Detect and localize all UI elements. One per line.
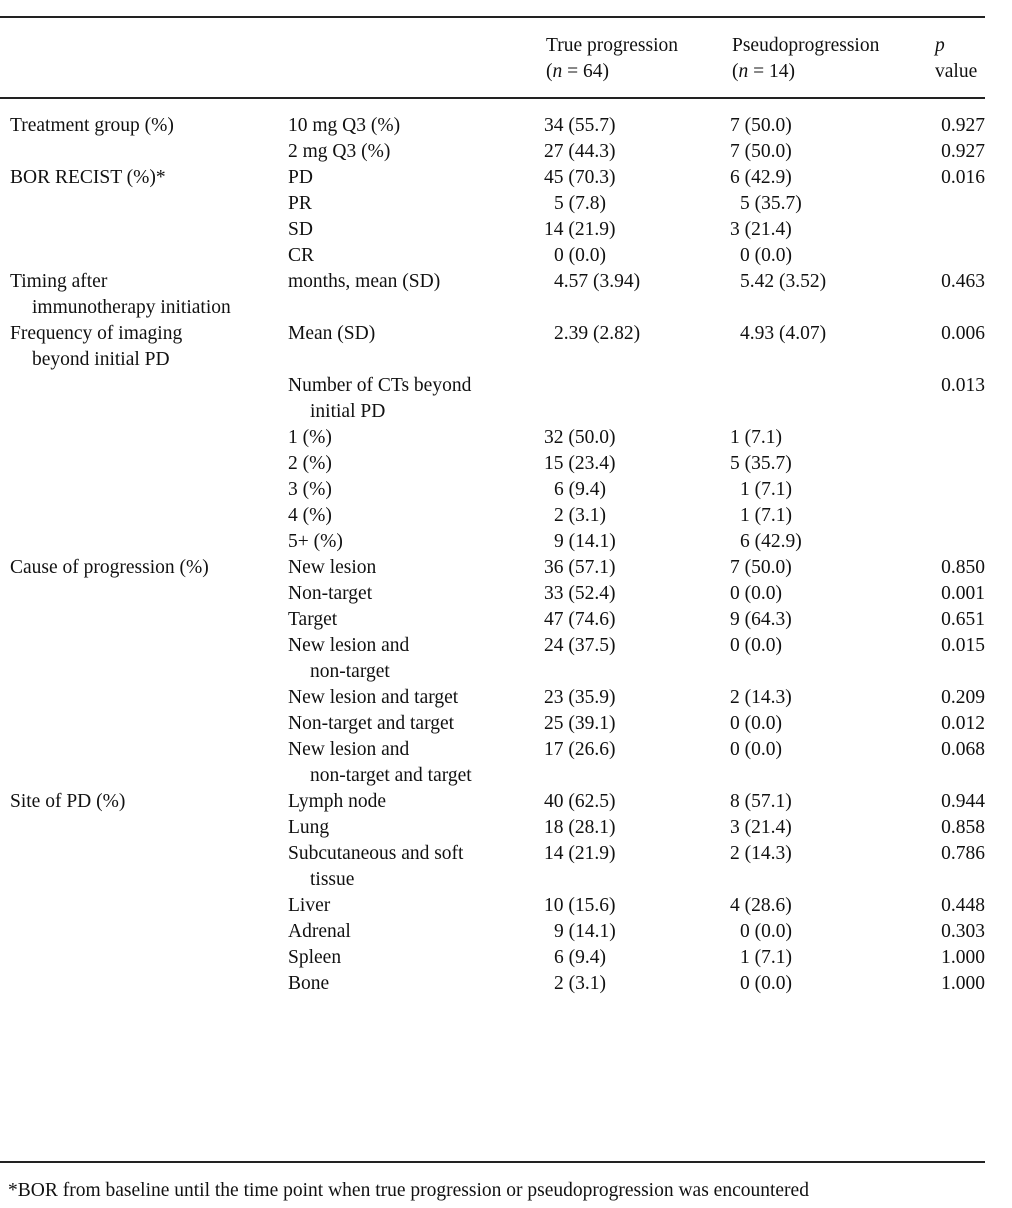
cell-true-progression: 9 (14.1) (554, 531, 616, 552)
cell-pseudoprogression: 1 (7.1) (740, 947, 792, 968)
cell-true-progression: 40 (62.5) (544, 791, 616, 812)
cell-true-progression: 10 (15.6) (544, 895, 616, 916)
row-item-label: Liver (288, 895, 331, 916)
cell-p-value: 0.001 (941, 583, 985, 604)
cell-p-value: 0.209 (941, 687, 985, 708)
cell-true-progression: 47 (74.6) (544, 609, 616, 630)
cell-true-progression: 34 (55.7) (544, 115, 616, 136)
cell-p-value: 0.858 (941, 817, 985, 838)
header-p-value: p value (935, 35, 978, 82)
table-row (0, 477, 985, 503)
cell-p-value: 0.463 (941, 271, 985, 292)
cell-pseudoprogression: 0 (0.0) (740, 973, 792, 994)
cell-true-progression: 45 (70.3) (544, 167, 616, 188)
row-item-label: CR (288, 245, 315, 266)
top-rule (0, 16, 985, 18)
table-row (0, 633, 985, 685)
cell-p-value: 0.448 (941, 895, 985, 916)
cell-true-progression: 6 (9.4) (554, 947, 606, 968)
cell-true-progression: 2.39 (2.82) (554, 323, 641, 344)
row-item-label: New lesion and target (288, 687, 459, 708)
row-item-label: 2 (%) (288, 453, 332, 474)
row-item-label: Non-target (288, 583, 373, 604)
cell-p-value: 0.944 (941, 791, 985, 812)
cell-pseudoprogression: 4.93 (4.07) (740, 323, 827, 344)
header-true-progression-n: (n = 64) (546, 61, 609, 82)
cell-pseudoprogression: 0 (0.0) (740, 921, 792, 942)
cell-true-progression: 33 (52.4) (544, 583, 616, 604)
table-row (0, 373, 985, 425)
table-row (0, 425, 985, 451)
row-group-label: BOR RECIST (%)* (10, 167, 166, 188)
cell-true-progression: 18 (28.1) (544, 817, 616, 838)
cell-true-progression: 36 (57.1) (544, 557, 616, 578)
cell-p-value: 0.850 (941, 557, 985, 578)
row-item-label: Number of CTs beyond initial PD (288, 375, 472, 422)
cell-p-value: 0.303 (941, 921, 985, 942)
cell-pseudoprogression: 6 (42.9) (730, 167, 792, 188)
row-group-label: Frequency of imaging beyond initial PD (10, 323, 183, 370)
table-row (0, 841, 985, 893)
cell-p-value: 0.651 (941, 609, 985, 630)
cell-pseudoprogression: 1 (7.1) (730, 427, 782, 448)
cell-pseudoprogression: 9 (64.3) (730, 609, 792, 630)
cell-true-progression: 24 (37.5) (544, 635, 616, 656)
table-row (0, 555, 985, 581)
cell-pseudoprogression: 7 (50.0) (730, 141, 792, 162)
cell-pseudoprogression: 7 (50.0) (730, 557, 792, 578)
table-row (0, 113, 985, 139)
cell-pseudoprogression: 7 (50.0) (730, 115, 792, 136)
table-row (0, 191, 985, 217)
table-row (0, 711, 985, 737)
cell-pseudoprogression: 0 (0.0) (730, 739, 782, 760)
table-row (0, 139, 985, 165)
cell-true-progression: 6 (9.4) (554, 479, 606, 500)
table-footnote: *BOR from baseline until the time point when true progression or pseudoprogression was encountered (8, 1180, 809, 1201)
table-row (0, 815, 985, 841)
cell-true-progression: 4.57 (3.94) (554, 271, 641, 292)
cell-p-value: 0.927 (941, 115, 985, 136)
table-row (0, 321, 985, 373)
row-item-label: Lymph node (288, 791, 387, 812)
row-item-label: New lesion (288, 557, 377, 578)
cell-pseudoprogression: 8 (57.1) (730, 791, 792, 812)
row-item-label: 4 (%) (288, 505, 332, 526)
cell-p-value: 0.016 (941, 167, 985, 188)
row-item-label: PD (288, 167, 313, 188)
cell-p-value: 0.068 (941, 739, 985, 760)
row-item-label: 5+ (%) (288, 531, 343, 552)
cell-pseudoprogression: 3 (21.4) (730, 219, 792, 240)
cell-p-value: 0.015 (941, 635, 985, 656)
cell-pseudoprogression: 5.42 (3.52) (740, 271, 827, 292)
cell-pseudoprogression: 6 (42.9) (740, 531, 802, 552)
table-row (0, 165, 985, 191)
row-item-label: months, mean (SD) (288, 271, 441, 292)
cell-p-value: 0.012 (941, 713, 985, 734)
row-item-label: PR (288, 193, 312, 214)
header-pseudoprogression-n: (n = 14) (732, 61, 795, 82)
table-row (0, 451, 985, 477)
cell-pseudoprogression: 1 (7.1) (740, 505, 792, 526)
header-pseudoprogression-label: Pseudoprogression (732, 35, 880, 56)
row-item-label: 2 mg Q3 (%) (288, 141, 391, 162)
table-row (0, 607, 985, 633)
cell-p-value: 1.000 (941, 973, 985, 994)
cell-pseudoprogression: 0 (0.0) (730, 635, 782, 656)
cell-pseudoprogression: 5 (35.7) (740, 193, 802, 214)
table-row (0, 529, 985, 555)
row-item-label: Bone (288, 973, 330, 994)
cell-p-value: 0.006 (941, 323, 985, 344)
cell-pseudoprogression: 5 (35.7) (730, 453, 792, 474)
table-row (0, 737, 985, 789)
row-item-label: 1 (%) (288, 427, 332, 448)
cell-p-value: 0.927 (941, 141, 985, 162)
row-group-label: Timing after immunotherapy initiation (10, 271, 231, 318)
row-item-label: Adrenal (288, 921, 351, 942)
cell-true-progression: 14 (21.9) (544, 219, 616, 240)
cell-pseudoprogression: 0 (0.0) (730, 713, 782, 734)
table-row (0, 217, 985, 243)
row-item-label: 10 mg Q3 (%) (288, 115, 401, 136)
table-row (0, 269, 985, 321)
row-item-label: Spleen (288, 947, 342, 968)
table-row (0, 789, 985, 815)
cell-true-progression: 14 (21.9) (544, 843, 616, 864)
cell-true-progression: 32 (50.0) (544, 427, 616, 448)
row-item-label: New lesion and non-target (288, 635, 410, 682)
cell-pseudoprogression: 4 (28.6) (730, 895, 792, 916)
cell-true-progression: 23 (35.9) (544, 687, 616, 708)
table-row (0, 503, 985, 529)
table-row (0, 919, 985, 945)
cell-pseudoprogression: 3 (21.4) (730, 817, 792, 838)
row-item-label: SD (288, 219, 313, 240)
cell-true-progression: 0 (0.0) (554, 245, 606, 266)
header-true-progression-label: True progression (546, 35, 678, 56)
table-row (0, 971, 985, 997)
cell-p-value: 0.786 (941, 843, 985, 864)
row-item-label: Non-target and target (288, 713, 455, 734)
header-pseudoprogression (732, 33, 879, 85)
row-item-label: 3 (%) (288, 479, 332, 500)
row-group-label: Site of PD (%) (10, 791, 126, 812)
header-rule (0, 97, 985, 99)
cell-pseudoprogression: 2 (14.3) (730, 687, 792, 708)
cell-true-progression: 15 (23.4) (544, 453, 616, 474)
table-row (0, 243, 985, 269)
cell-true-progression: 2 (3.1) (554, 973, 606, 994)
table-row (0, 893, 985, 919)
cell-true-progression: 9 (14.1) (554, 921, 616, 942)
table-row (0, 685, 985, 711)
cell-pseudoprogression: 2 (14.3) (730, 843, 792, 864)
cell-true-progression: 25 (39.1) (544, 713, 616, 734)
row-item-label: New lesion and non-target and target (288, 739, 472, 786)
row-group-label: Cause of progression (%) (10, 557, 209, 578)
cell-true-progression: 17 (26.6) (544, 739, 616, 760)
cell-true-progression: 27 (44.3) (544, 141, 616, 162)
table-row (0, 945, 985, 971)
table-body (0, 113, 985, 997)
row-item-label: Subcutaneous and soft tissue (288, 843, 464, 890)
cell-pseudoprogression: 1 (7.1) (740, 479, 792, 500)
row-item-label: Lung (288, 817, 330, 838)
cell-pseudoprogression: 0 (0.0) (730, 583, 782, 604)
cell-pseudoprogression: 0 (0.0) (740, 245, 792, 266)
row-item-label: Target (288, 609, 338, 630)
table-row (0, 581, 985, 607)
cell-p-value: 0.013 (941, 375, 985, 396)
row-item-label: Mean (SD) (288, 323, 376, 344)
cell-true-progression: 5 (7.8) (554, 193, 606, 214)
cell-p-value: 1.000 (941, 947, 985, 968)
bottom-rule (0, 1161, 985, 1163)
row-group-label: Treatment group (%) (10, 115, 174, 136)
header-true-progression (546, 33, 678, 85)
cell-true-progression: 2 (3.1) (554, 505, 606, 526)
